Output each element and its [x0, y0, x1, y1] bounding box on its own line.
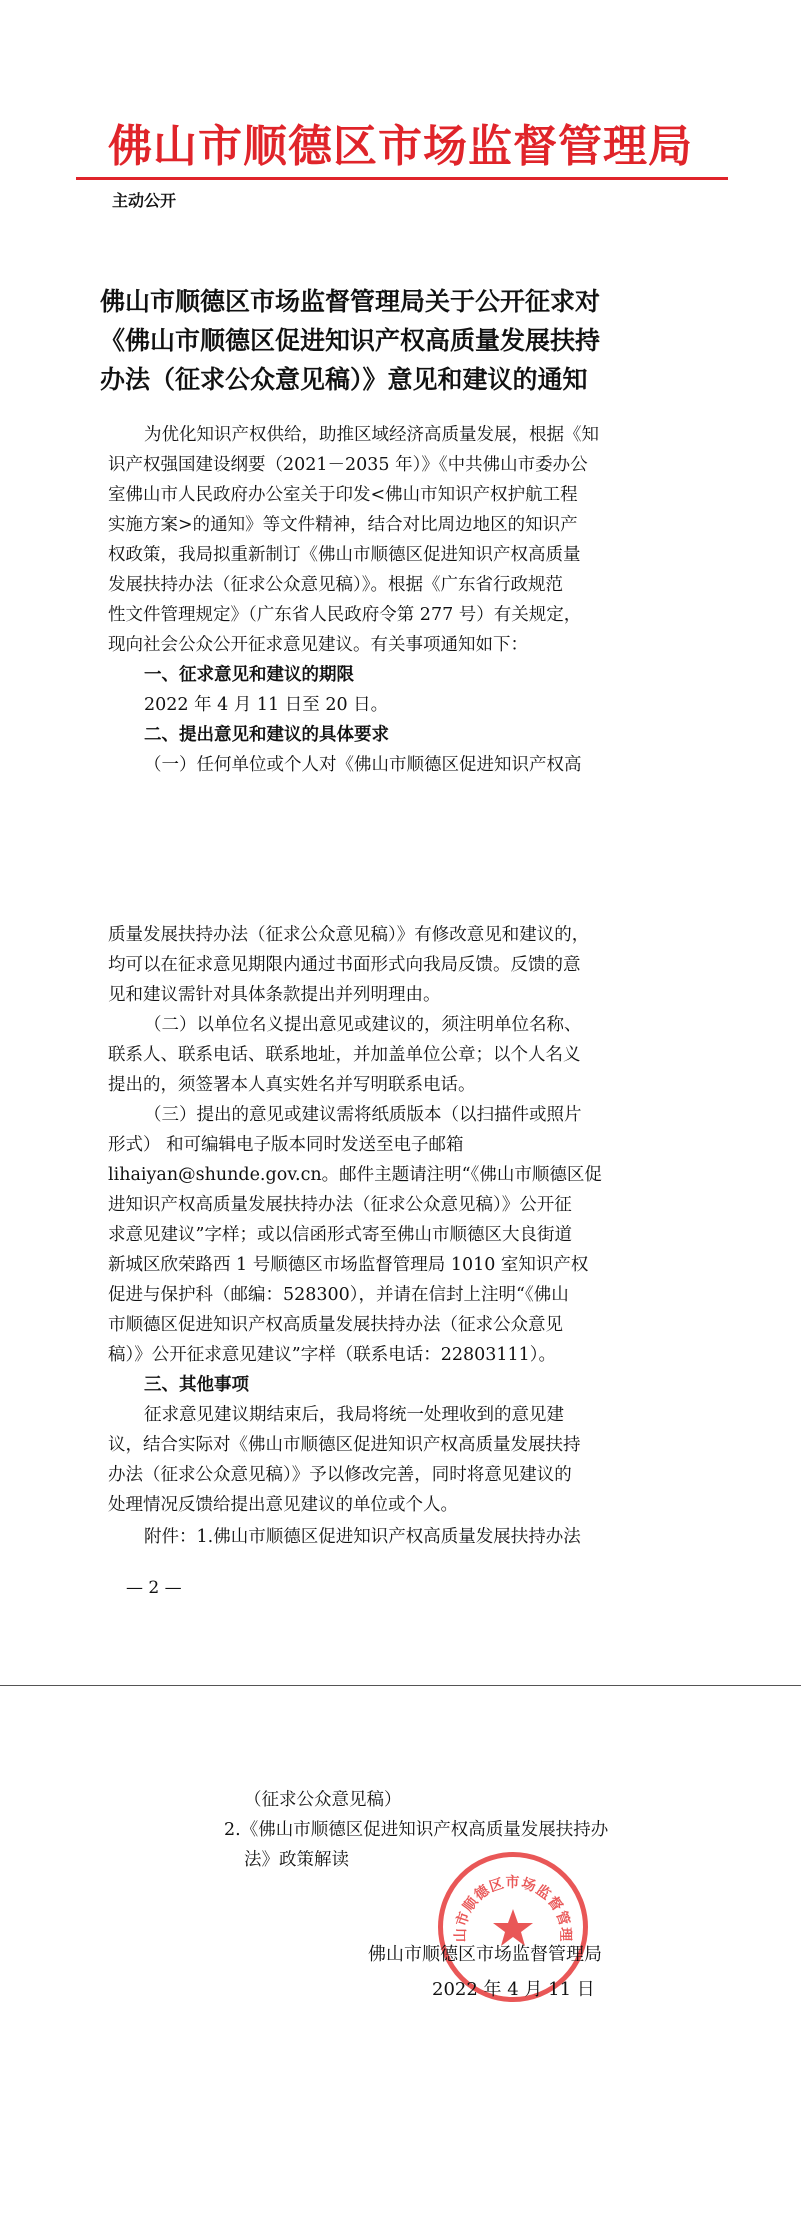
header-red-rule — [76, 177, 728, 180]
page-number: — 2 — — [126, 1578, 182, 1598]
title-line: 办法（征求公众意见稿）》意见和建议的通知 — [100, 365, 588, 394]
body-line: 均可以在征求意见期限内通过书面形式向我局反馈。反馈的意 — [108, 955, 581, 975]
body-line: 性文件管理规定》（广东省人民政府令第 277 号）有关规定， — [108, 605, 582, 625]
body-line: 为优化知识产权供给，助推区域经济高质量发展，根据《知 — [144, 425, 599, 445]
body-line: 促进与保护科（邮编：528300），并请在信封上注明“《佛山 — [108, 1285, 569, 1305]
issuer-name: 佛山市顺德区市场监督管理局 — [368, 1944, 602, 1965]
body-line: 质量发展扶持办法（征求公众意见稿）》有修改意见和建议的， — [108, 925, 590, 945]
attachment-line: 2.《佛山市顺德区促进知识产权高质量发展扶持办 — [224, 1820, 609, 1840]
body-line: 议，结合实际对《佛山市顺德区促进知识产权高质量发展扶持 — [108, 1435, 581, 1455]
section-heading: 三、其他事项 — [144, 1375, 249, 1395]
body-line: 现向社会公众公开征求意见建议。有关事项通知如下： — [108, 635, 528, 655]
attachment-line: 法》政策解读 — [244, 1850, 349, 1870]
body-line: （三）提出的意见或建议需将纸质版本（以扫描件或照片 — [144, 1105, 582, 1125]
disclosure-label: 主动公开 — [112, 191, 177, 210]
svg-text:佛山市顺德区市场监督管理局: 山市顺德区市场监督管理 — [452, 1875, 574, 1943]
body-line: 提出的，须签署本人真实姓名并写明联系电话。 — [108, 1075, 476, 1095]
page-divider — [0, 1685, 801, 1686]
body-line: （二）以单位名义提出意见或建议的，须注明单位名称、 — [144, 1015, 582, 1035]
attachment-line: （征求公众意见稿） — [244, 1790, 402, 1810]
body-line: 进知识产权高质量发展扶持办法（征求公众意见稿）》公开征 — [108, 1195, 572, 1215]
section-heading: 二、提出意见和建议的具体要求 — [144, 725, 389, 745]
body-line: 实施方案>的通知》等文件精神，结合对比周边地区的知识产 — [108, 515, 578, 535]
body-line: 形式） 和可编辑电子版本同时发送至电子邮箱 — [108, 1135, 464, 1155]
body-line: 稿）》公开征求意见建议”字样（联系电话：22803111）。 — [108, 1345, 557, 1365]
body-line: 处理情况反馈给提出意见建议的单位或个人。 — [108, 1495, 458, 1515]
body-line: 联系人、联系电话、联系地址，并加盖单位公章；以个人名义 — [108, 1045, 581, 1065]
body-line: 征求意见建议期结束后，我局将统一处理收到的意见建 — [144, 1405, 564, 1425]
title-line: 《佛山市顺德区促进知识产权高质量发展扶持 — [100, 326, 601, 355]
issue-date: 2022 年 4 月 11 日 — [432, 1979, 595, 2000]
body-line: 室佛山市人民政府办公室关于印发<佛山市知识产权护航工程 — [108, 485, 578, 505]
body-line: 见和建议需针对具体条款提出并列明理由。 — [108, 985, 441, 1005]
body-line: 识产权强国建设纲要（2021－2035 年）》《中共佛山市委办公 — [108, 455, 588, 475]
body-line: 新城区欣荣路西 1 号顺德区市场监督管理局 1010 室知识产权 — [108, 1255, 589, 1275]
body-line: （一）任何单位或个人对《佛山市顺德区促进知识产权高 — [144, 755, 582, 775]
body-line: 求意见建议”字样；或以信函形式寄至佛山市顺德区大良街道 — [108, 1225, 572, 1245]
body-line: 市顺德区促进知识产权高质量发展扶持办法（征求公众意见 — [108, 1315, 563, 1335]
body-text-page-2 — [108, 920, 708, 1520]
title-line: 佛山市顺德区市场监督管理局关于公开征求对 — [100, 287, 601, 316]
body-text-page-1 — [108, 420, 708, 780]
section-heading: 一、征求意见和建议的期限 — [144, 665, 354, 685]
body-line: lihaiyan@shunde.gov.cn。邮件主题请注明“《佛山市顺德区促 — [108, 1165, 602, 1185]
body-line: 发展扶持办法（征求公众意见稿）》。根据《广东省行政规范 — [108, 575, 563, 595]
agency-header: 佛山市顺德区市场监督管理局 — [108, 121, 693, 172]
body-line: 办法（征求公众意见稿）》予以修改完善，同时将意见建议的 — [108, 1465, 572, 1485]
body-line: 权政策，我局拟重新制订《佛山市顺德区促进知识产权高质量 — [108, 545, 581, 565]
attachment-line: 附件：1.佛山市顺德区促进知识产权高质量发展扶持办法 — [144, 1527, 581, 1547]
body-line: 2022 年 4 月 11 日至 20 日。 — [144, 695, 389, 715]
document-title — [100, 282, 720, 399]
